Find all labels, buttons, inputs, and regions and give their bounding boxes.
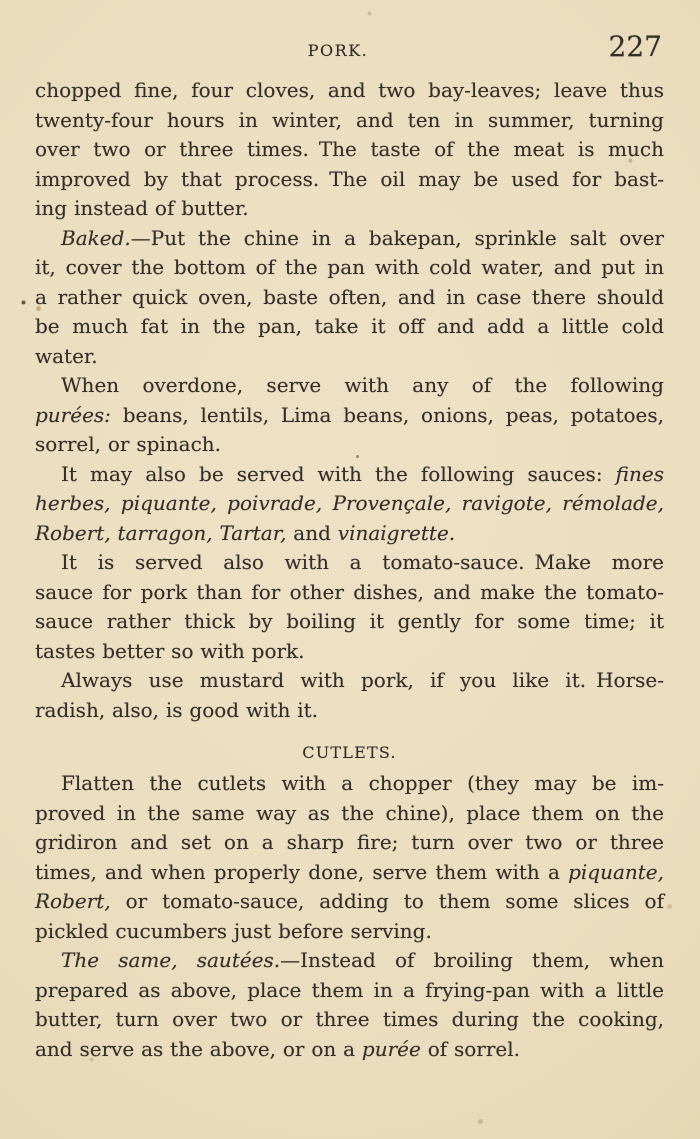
italic-run: fines xyxy=(615,461,664,486)
page-body xyxy=(0,63,700,1064)
text-line xyxy=(35,283,664,313)
text-line xyxy=(35,460,664,490)
text-line xyxy=(35,828,664,858)
page-number: 227 xyxy=(608,30,662,63)
text-line xyxy=(35,696,664,726)
text-run: —Instead of broiling them, when xyxy=(280,948,665,972)
text-run: sorrel, or spinach. xyxy=(35,432,222,456)
text-line xyxy=(35,430,664,460)
text-line xyxy=(35,666,664,696)
text-line xyxy=(35,637,664,667)
text-line xyxy=(35,1035,664,1065)
paragraph xyxy=(35,548,664,666)
text-run: pickled cucumbers just before serving. xyxy=(35,918,432,943)
text-run: It may also be served with the following sauces: xyxy=(61,461,616,486)
text-line xyxy=(35,401,664,431)
paper-foxing-spots xyxy=(0,0,3,3)
text-run: it, cover the bottom of the pan with cold water, and put in xyxy=(35,255,664,279)
text-line xyxy=(35,253,664,283)
text-run: or tomato-sauce, adding to them some slices of xyxy=(110,889,664,913)
text-run: radish, also, is good with it. xyxy=(35,697,319,722)
paragraph xyxy=(35,666,664,725)
text-line xyxy=(35,371,664,401)
section-heading: CUTLETS. xyxy=(302,743,397,762)
text-line xyxy=(35,578,664,608)
italic-run: The same, sautées. xyxy=(61,948,281,972)
paragraph xyxy=(35,946,664,1064)
text-run: of sorrel. xyxy=(420,1036,521,1061)
text-run: a rather quick oven, baste often, and in case there should xyxy=(35,284,664,309)
text-run: It is served also with a tomato-sauce. Make more xyxy=(61,550,664,574)
italic-run: Robert, xyxy=(35,889,111,913)
paragraph xyxy=(35,76,664,224)
text-line xyxy=(35,106,664,136)
text-run: and serve as the above, or on a xyxy=(35,1036,362,1061)
text-line xyxy=(35,607,664,637)
paragraph xyxy=(35,460,664,549)
paragraph xyxy=(35,224,664,372)
italic-run: purée xyxy=(361,1036,421,1061)
text-run: and xyxy=(286,520,338,545)
italic-run: purées: xyxy=(35,402,111,427)
italic-run: Baked. xyxy=(61,225,131,250)
text-line xyxy=(35,1005,664,1035)
italic-run: Robert, tarragon, Tartar, xyxy=(35,520,287,545)
text-run: gridiron and set on a sharp fire; turn over two or three xyxy=(35,830,664,854)
text-line xyxy=(35,519,664,549)
text-line xyxy=(35,976,664,1006)
text-run: be much fat in the pan, take it off and add a little cold xyxy=(35,314,664,338)
text-line xyxy=(35,917,664,947)
text-run: —Put the chine in a bakepan, sprinkle salt over xyxy=(130,225,664,250)
text-run: sauce for pork than for other dishes, and make the tomato- xyxy=(35,579,664,604)
text-run: times, and when properly done, serve them with a xyxy=(35,859,569,884)
text-run: improved by that process. The oil may be used for bast- xyxy=(35,166,664,191)
page-header xyxy=(0,0,700,63)
text-run: prepared as above, place them in a frying-pan with a little xyxy=(35,977,664,1002)
paragraph xyxy=(35,371,664,460)
italic-run: vinaigrette. xyxy=(337,520,456,545)
text-run: sauce rather thick by boiling it gently for some time; it xyxy=(35,609,664,633)
text-run: twenty-four hours in winter, and ten in summer, turning xyxy=(35,107,664,132)
text-run: proved in the same way as the chine), place them on the xyxy=(35,800,664,825)
italic-run: herbes, piquante, poivrade, Provençale, ravigote, rémolade, xyxy=(35,491,664,515)
text-line xyxy=(35,548,664,578)
text-run: beans, lentils, Lima beans, onions, peas, potatoes, xyxy=(110,402,664,427)
paragraph xyxy=(35,769,664,946)
text-run: butter, turn over two or three times during the cooking, xyxy=(35,1007,664,1031)
text-line xyxy=(35,858,664,888)
text-line xyxy=(35,224,664,254)
text-run: Flatten the cutlets with a chopper (they may be im- xyxy=(61,771,664,795)
text-line xyxy=(35,342,664,372)
text-run: ing instead of butter. xyxy=(35,196,249,220)
text-line xyxy=(35,799,664,829)
italic-run: piquante, xyxy=(568,859,664,884)
text-run: When overdone, serve with any of the following xyxy=(61,373,664,397)
text-line xyxy=(35,946,664,976)
text-line xyxy=(35,76,664,106)
text-line xyxy=(35,194,664,224)
text-run: chopped fine, four cloves, and two bay-leaves; leave thus xyxy=(35,78,664,102)
text-line xyxy=(35,135,664,165)
text-line xyxy=(35,165,664,195)
running-title: PORK. xyxy=(307,41,369,60)
text-run: Always use mustard with pork, if you like it. Horse- xyxy=(61,668,664,692)
text-line xyxy=(35,887,664,917)
text-line xyxy=(35,312,664,342)
text-run: over two or three times. The taste of the meat is much xyxy=(35,137,664,161)
text-line xyxy=(35,489,664,519)
text-run: tastes better so with pork. xyxy=(35,638,305,663)
text-line xyxy=(35,769,664,799)
text-run: water. xyxy=(35,343,98,368)
